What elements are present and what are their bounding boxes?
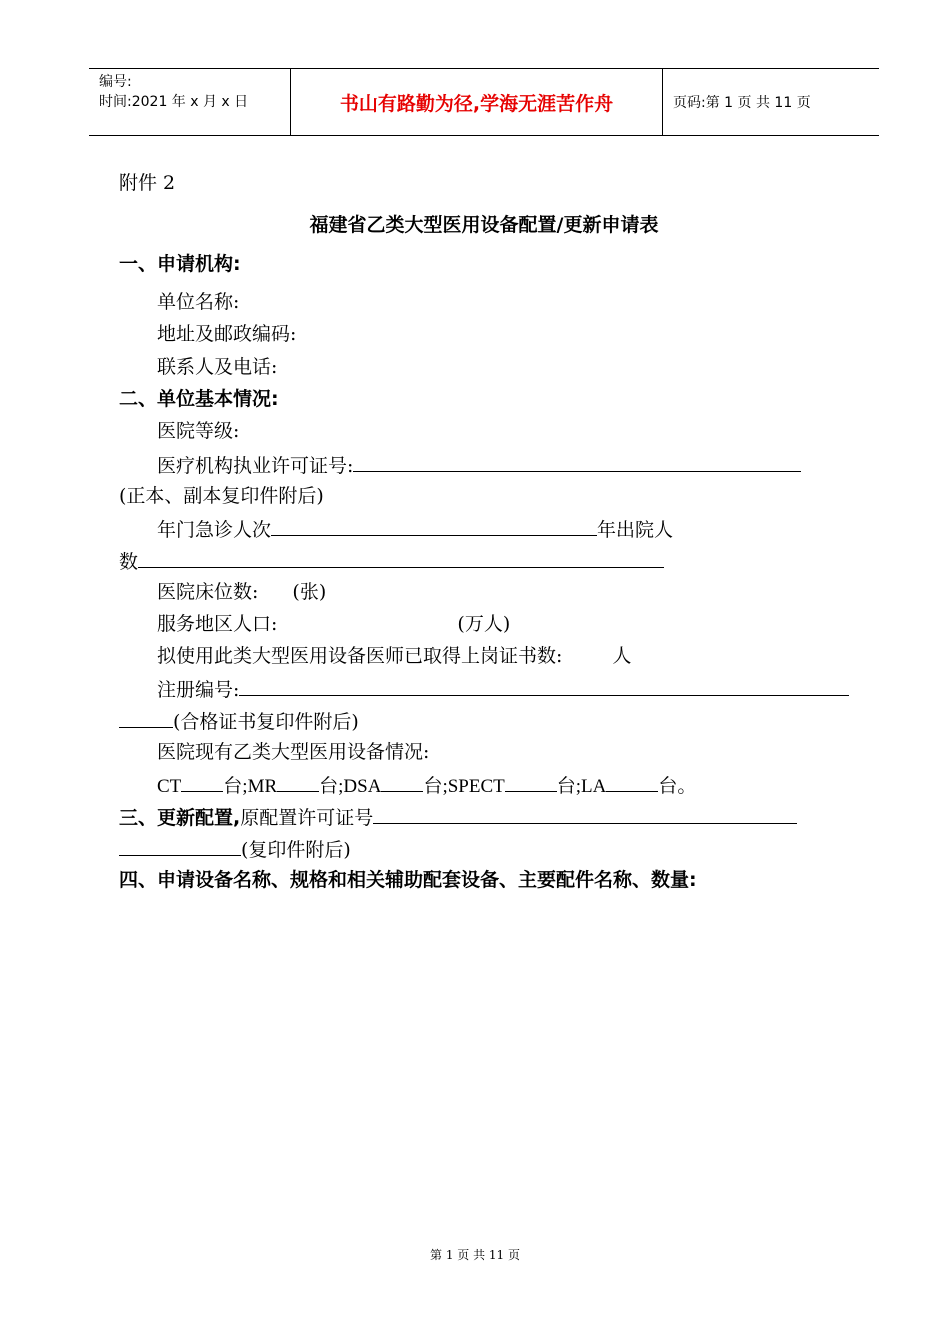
page-footer: 第 1 页 共 11 页 bbox=[430, 1248, 520, 1262]
original-license-blank[interactable] bbox=[373, 804, 797, 824]
beds-unit: (张) bbox=[292, 581, 327, 603]
registration-label: 注册编号: bbox=[157, 679, 240, 701]
population-label: 服务地区人口: bbox=[157, 613, 278, 635]
section-2-title: 二、单位基本情况: bbox=[119, 388, 279, 410]
discharge-blank[interactable] bbox=[138, 548, 664, 568]
registration-blank[interactable] bbox=[239, 676, 849, 696]
doc-number-label: 编号: bbox=[99, 74, 132, 90]
eq-spect-label: SPECT bbox=[447, 776, 505, 797]
eq-ct-blank[interactable] bbox=[181, 772, 223, 792]
registration-blank-cont[interactable] bbox=[119, 708, 173, 728]
population-unit: (万人) bbox=[457, 613, 511, 635]
page-title: 福建省乙类大型医用设备配置/更新申请表 bbox=[309, 214, 659, 236]
address-label: 地址及邮政编码: bbox=[157, 323, 297, 345]
license-note: (正本、副本复印件附后) bbox=[119, 485, 324, 507]
section-3-row bbox=[119, 804, 797, 830]
section-4-heading: 四、申请设备名称、规格和相关辅助配套设备、主要配件名称、数量: bbox=[119, 869, 697, 891]
eq-dsa-label: DSA bbox=[343, 776, 382, 797]
header-motto: 书山有路勤为径,学海无涯苦作舟 bbox=[291, 69, 663, 135]
equipment-row bbox=[157, 772, 696, 799]
header-meta bbox=[89, 69, 291, 135]
eq-la-label: LA bbox=[581, 776, 607, 797]
contact-label: 联系人及电话: bbox=[157, 356, 278, 378]
attachment-label: 附件 2 bbox=[119, 172, 176, 194]
certified-label: 拟使用此类大型医用设备医师已取得上岗证书数: bbox=[157, 645, 563, 667]
doc-time-label: 时间:2021 年 x 月 x 日 bbox=[99, 94, 249, 110]
registration-row bbox=[157, 676, 849, 702]
eq-spect-unit: 台; bbox=[556, 776, 582, 797]
header-table bbox=[89, 68, 879, 136]
beds-row bbox=[157, 580, 326, 604]
population-row bbox=[157, 612, 510, 636]
discharge-label-b: 数 bbox=[119, 551, 139, 573]
eq-ct-unit: 台; bbox=[223, 776, 248, 797]
eq-ct-label: CT bbox=[157, 776, 182, 797]
eq-la-blank[interactable] bbox=[606, 772, 658, 792]
section-3-note: (复印件附后) bbox=[241, 839, 351, 861]
registration-note-row bbox=[119, 708, 359, 734]
certified-row bbox=[157, 644, 631, 668]
section-3-note-row bbox=[119, 836, 351, 862]
eq-dsa-blank[interactable] bbox=[381, 772, 423, 792]
license-blank[interactable] bbox=[353, 452, 801, 472]
beds-label: 医院床位数: bbox=[157, 581, 259, 603]
eq-spect-blank[interactable] bbox=[505, 772, 557, 792]
certified-unit: 人 bbox=[612, 645, 632, 667]
outpatient-label: 年门急诊人次 bbox=[157, 519, 272, 541]
license-row bbox=[157, 452, 801, 478]
discharge-label-a: 年出院人 bbox=[597, 519, 674, 541]
discharge-row bbox=[119, 548, 664, 574]
original-license-blank-cont[interactable] bbox=[119, 836, 241, 856]
section-2-heading bbox=[119, 387, 279, 411]
unit-name-label: 单位名称: bbox=[157, 291, 240, 313]
eq-mr-blank[interactable] bbox=[277, 772, 319, 792]
eq-dsa-unit: 台; bbox=[423, 776, 448, 797]
eq-mr-unit: 台; bbox=[319, 776, 344, 797]
license-label: 医疗机构执业许可证号: bbox=[157, 455, 354, 477]
eq-mr-label: MR bbox=[247, 776, 278, 797]
hospital-level-label: 医院等级: bbox=[157, 420, 240, 442]
header-page-info: 页码:第 1 页 共 11 页 bbox=[673, 95, 811, 111]
section-3-heading: 三、更新配置, bbox=[119, 807, 241, 829]
outpatient-blank[interactable] bbox=[271, 516, 597, 536]
section-3-label: 原配置许可证号 bbox=[240, 807, 374, 829]
section-1-heading: 一、申请机构: bbox=[119, 253, 241, 275]
eq-la-unit: 台。 bbox=[658, 776, 697, 797]
outpatient-row bbox=[157, 516, 673, 542]
registration-note: (合格证书复印件附后) bbox=[173, 711, 359, 733]
existing-equipment-label: 医院现有乙类大型医用设备情况: bbox=[157, 741, 430, 763]
